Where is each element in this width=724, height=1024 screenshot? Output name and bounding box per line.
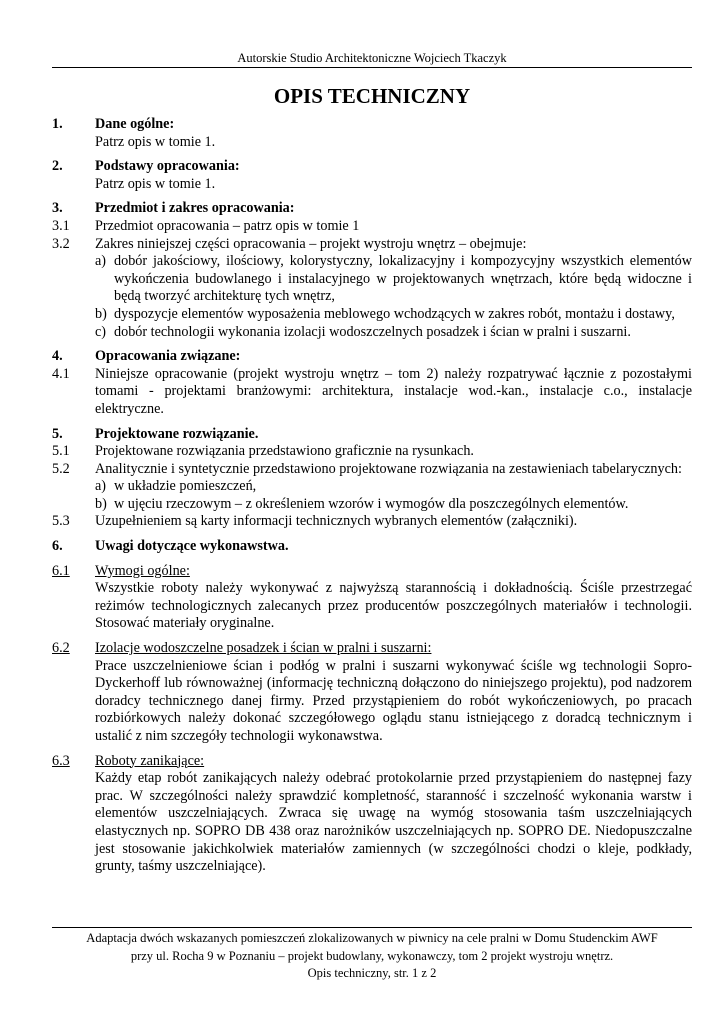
list-letter: a) <box>95 253 107 270</box>
paragraph-number: 6.3 <box>52 752 70 769</box>
section-number: 1. <box>52 116 63 132</box>
paragraph-number: 4.1 <box>52 365 70 382</box>
page-header: Autorskie Studio Architektoniczne Wojciech Tkaczyk <box>237 51 507 65</box>
section-number: 2. <box>52 158 63 175</box>
footer-page-number: Opis techniczny, str. 1 z 2 <box>307 966 437 980</box>
list-letter: b) <box>95 305 107 322</box>
list-letter: c) <box>95 323 107 340</box>
paragraph-text: Analitycznie i syntetycznie przedstawiono projektowane rozwiązania na zestawieniach tabelarycznych: <box>95 460 682 477</box>
list-text: dyspozycje elementów wyposażenia meblowego wchodzących w zakres robót, montażu i dostawy, <box>114 305 675 322</box>
section-4-heading <box>52 348 692 366</box>
list-item-3-2-a <box>52 253 692 306</box>
paragraph-6-3-text: Każdy etap robót zanikających należy odebrać protokolarnie przed przystąpieniem do następnej fazy prac. W szczególności należy sprawdzić kompletność, staranność i szczelność wykonania warstw i elementów uszczelniających. Zwraca się uwagę na wymóg stosowania taśm uszczelniających elastycznych np. SOPRO DB 438 oraz narożników uszczelniających np. SOPRO DE. Niedopuszczalne jest stosowanie jakichkolwiek materiałów zamiennych (w szczególności chodzi o kleje, podkłady, grunty, taśmy uszczelniające). <box>95 770 692 875</box>
list-item-5-2-b <box>52 496 692 514</box>
paragraph-6-1-text: Wszystkie roboty należy wykonywać z najwyższą starannością i dokładnością. Ściśle przestrzegać reżimów technologicznych zalecanych przez producentów poszczególnych materiałów i technologii. Stosować materiały oryginalne. <box>95 580 692 632</box>
paragraph-3-1 <box>52 218 692 236</box>
section-number: 6. <box>52 538 63 555</box>
document-title: OPIS TECHNICZNY <box>273 84 471 108</box>
paragraph-text: Niniejsze opracowanie (projekt wystroju wnętrz – tom 2) należy rozpatrywać łącznie z pozostałymi tomami - projektami branżowymi: architektura, instalacje wod.-kan., instalacje c.o., instalacje elektryczne. <box>95 365 692 417</box>
section-5-heading <box>52 426 692 444</box>
footer-line-1: Adaptacja dwóch wskazanych pomieszczeń zlokalizowanych w piwnicy na cele pralni w Domu Studenckim AWF <box>86 931 658 945</box>
paragraph-text: Przedmiot opracowania – patrz opis w tomie 1 <box>95 217 360 234</box>
document-body <box>52 116 692 876</box>
paragraph-4-1 <box>52 366 692 419</box>
section-heading: Podstawy opracowania: <box>95 158 240 175</box>
section-number: 5. <box>52 425 63 442</box>
paragraph-6-1-title <box>52 563 692 581</box>
section-number: 3. <box>52 200 63 217</box>
paragraph-number: 6.2 <box>52 640 70 657</box>
paragraph-text: Projektowane rozwiązania przedstawiono graficznie na rysunkach. <box>95 443 474 460</box>
paragraph-5-1 <box>52 443 692 461</box>
section-3-heading <box>52 200 692 218</box>
section-2-text: Patrz opis w tomie 1. <box>95 175 216 192</box>
paragraph-title: Roboty zanikające: <box>95 752 205 769</box>
section-heading: Projektowane rozwiązanie. <box>95 425 259 442</box>
list-text: w układzie pomieszczeń, <box>114 478 257 495</box>
list-letter: a) <box>95 478 107 495</box>
paragraph-number: 3.1 <box>52 217 70 234</box>
section-2-heading <box>52 158 692 176</box>
paragraph-title: Izolacje wodoszczelne posadzek i ścian w pralni i suszarni: <box>95 640 432 657</box>
section-number: 4. <box>52 348 63 365</box>
paragraph-number: 6.1 <box>52 562 70 579</box>
list-text: dobór jakościowy, ilościowy, kolorystyczny, lokalizacyjny i kompozycyjny wszystkich elementów wykończenia budowlanego i instalacyjnego w projektowanych wnętrzach, które będą widoczne i będą tworzyć architekturę tych wnętrz, <box>114 253 692 305</box>
list-letter: b) <box>95 495 107 512</box>
list-item-5-2-a <box>52 478 692 496</box>
footer-divider <box>52 927 692 928</box>
list-item-3-2-c <box>52 324 692 342</box>
paragraph-text: Uzupełnieniem są karty informacji technicznych wybranych elementów (załączniki). <box>95 513 578 530</box>
paragraph-number: 5.2 <box>52 460 70 477</box>
section-heading: Przedmiot i zakres opracowania: <box>95 200 295 217</box>
paragraph-text: Zakres niniejszej części opracowania – projekt wystroju wnętrz – obejmuje: <box>95 235 527 252</box>
paragraph-number: 3.2 <box>52 235 70 252</box>
section-heading: Dane ogólne: <box>95 116 175 132</box>
list-item-3-2-b <box>52 306 692 324</box>
section-heading: Uwagi dotyczące wykonawstwa. <box>95 538 289 555</box>
list-text: w ujęciu rzeczowym – z określeniem wzorów i wymogów dla poszczególnych elementów. <box>114 495 629 512</box>
list-text: dobór technologii wykonania izolacji wodoszczelnych posadzek i ścian w pralni i suszarni. <box>114 323 631 340</box>
section-1-text: Patrz opis w tomie 1. <box>95 133 216 150</box>
paragraph-number: 5.3 <box>52 513 70 530</box>
section-1-heading <box>52 116 692 134</box>
paragraph-5-3 <box>52 513 692 531</box>
section-heading: Opracowania związane: <box>95 348 241 365</box>
header-divider <box>52 67 692 68</box>
paragraph-6-3-title <box>52 753 692 771</box>
page-footer <box>52 930 692 983</box>
paragraph-6-2-title <box>52 640 692 658</box>
paragraph-title: Wymogi ogólne: <box>95 562 190 579</box>
paragraph-number: 5.1 <box>52 443 70 460</box>
paragraph-6-2-text: Prace uszczelnieniowe ścian i podłóg w pralni i suszarni wykonywać ściśle wg technologii Sopro-Dyckerhoff lub równoważnej (informację techniczną dołączono do niniejszego projektu), pod nadzorem doradcy technicznego danej firmy. Przed przystąpieniem do robót wykończeniowych, po pracach rozbiórkowych należy dokonać szczegółowego oglądu stanu istniejącego z doradcą technicznym i ustalić z nim szczegóły technologii wykonawstwa. <box>95 657 692 744</box>
section-6-heading <box>52 538 692 556</box>
paragraph-5-2 <box>52 461 692 479</box>
paragraph-3-2 <box>52 236 692 254</box>
footer-line-2: przy ul. Rocha 9 w Poznaniu – projekt budowlany, wykonawczy, tom 2 projekt wystroju wnętrz. <box>130 948 614 963</box>
